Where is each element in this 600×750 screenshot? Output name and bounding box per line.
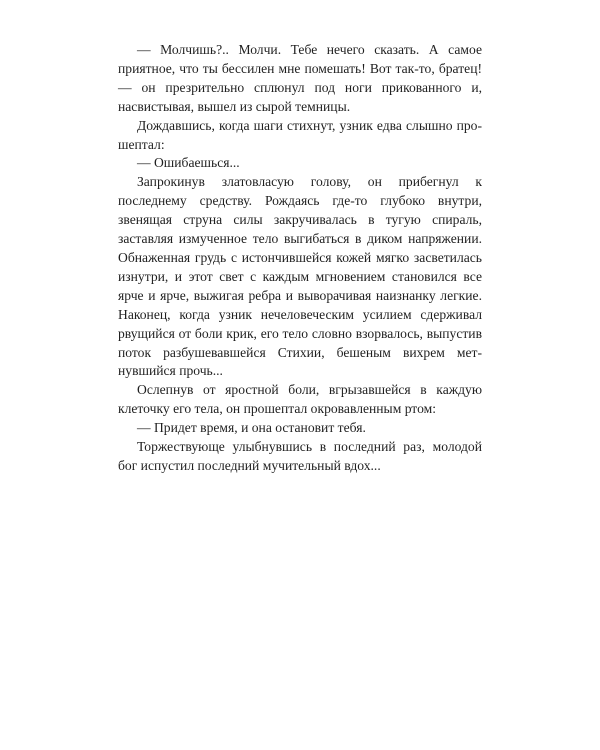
paragraph: Запрокинув златовласую голову, он прибегнул к последнему средству. Рождаясь где-то глубоко внутри, звенящая струна силы закручивалась в тугую спираль, заставляя измученное тело выгибаться в диком напряжении. Обнаженная грудь с истончившейся кожей мягко засветилась изнутри, и этот свет с каждым мгновением становился все ярче и ярче, выжигая ребра и выворачивая наизнанку легкие. Наконец, когда узник нечеловеческим усилием сдерживал рвущийся от боли крик, его тело словно взорвалось, выпустив поток разбушевавшейся Стихии, бешеным вихрем метнувшийся прочь... — [118, 174, 482, 379]
paragraph: Дождавшись, когда шаги стихнут, узник едва слышно прошептал: — [118, 117, 482, 152]
paragraph: — Придет время, и она остановит тебя. — [137, 420, 366, 436]
body-text — [118, 41, 482, 476]
paragraph: — Ошибаешься... — [137, 155, 240, 171]
paragraph: Торжествующе улыбнувшись в последний раз, молодой бог испустил последний мучительный вдох... — [118, 439, 482, 473]
paragraph: — Молчишь?.. Молчи. Тебе нечего сказать. А самое приятное, что ты бессилен мне помешать! Вот так-то, братец! — он презрительно сплюнул под ноги прикованного и, насвистывая, вышел из сырой темницы. — [118, 42, 482, 114]
paragraph: Ослепнув от яростной боли, вгрызавшейся в каждую клеточку его тела, он прошептал окровавленным ртом: — [118, 382, 482, 417]
